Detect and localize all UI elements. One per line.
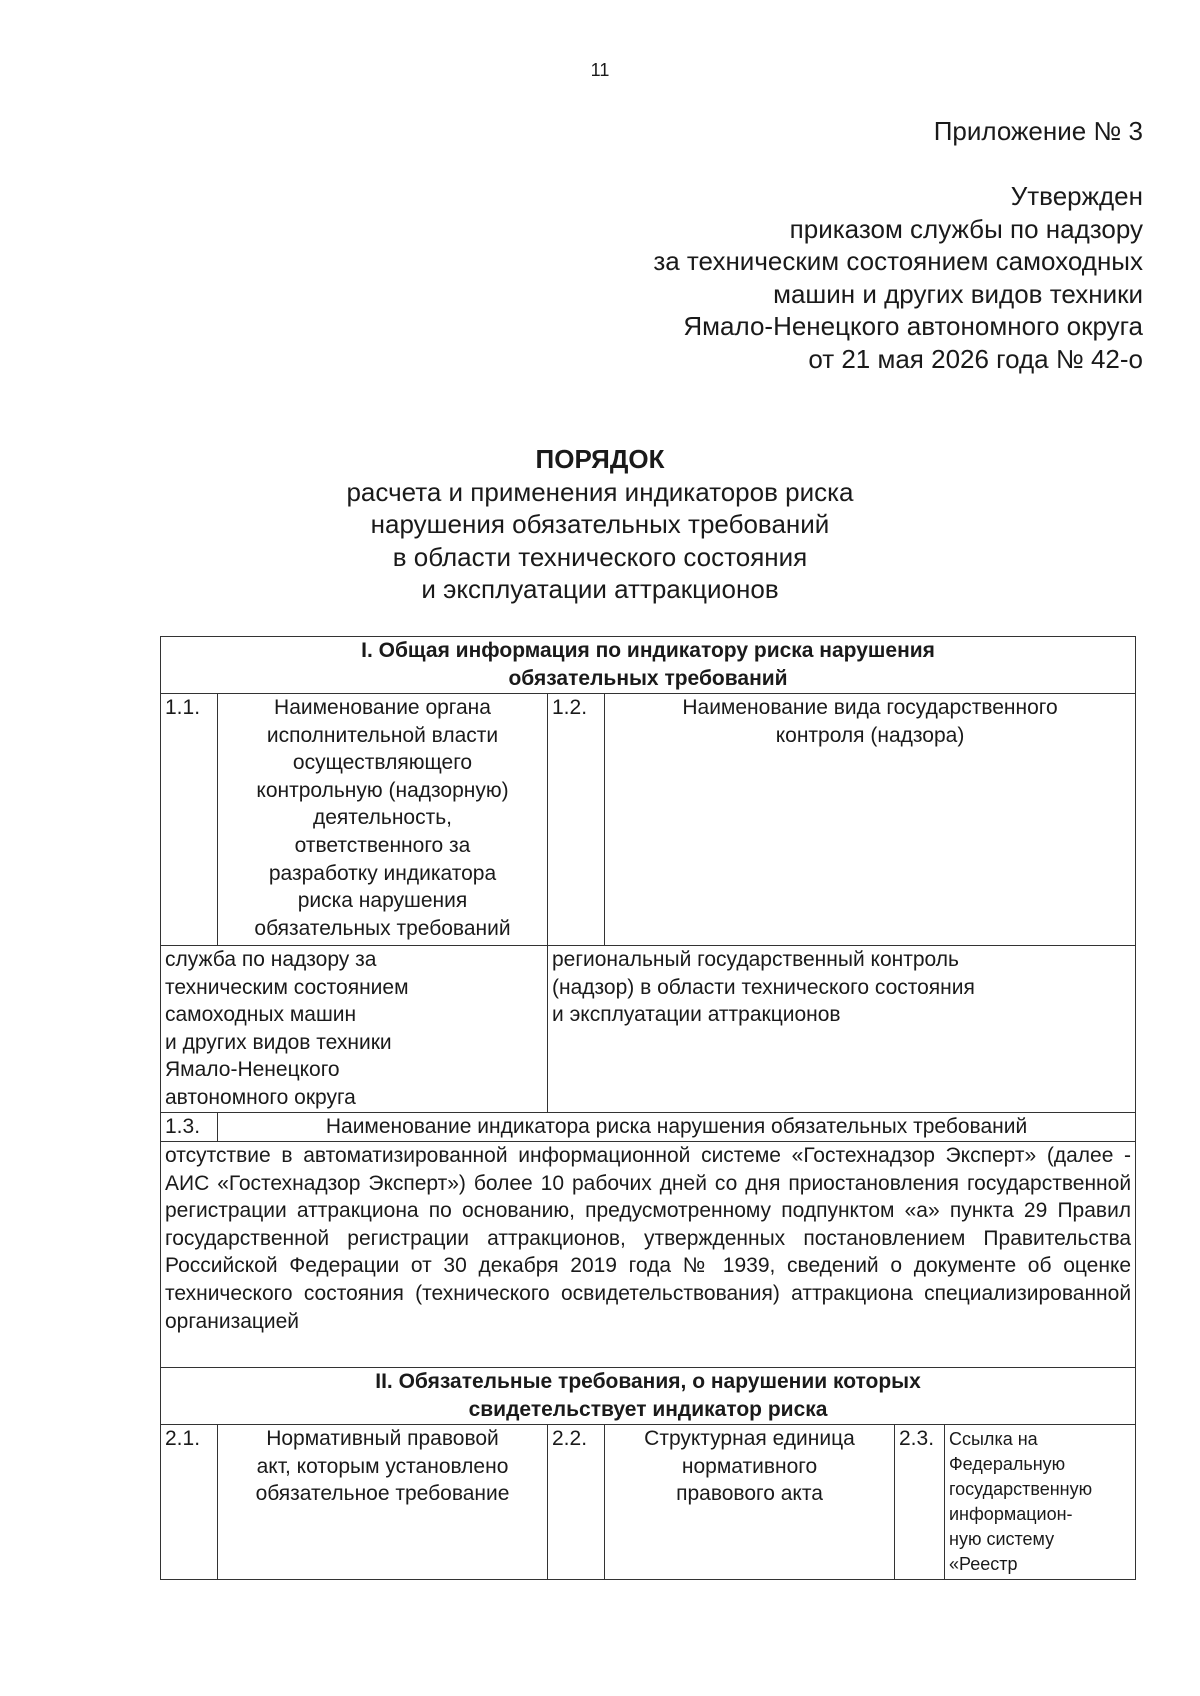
structural-unit-header: Структурная единица нормативного правового акта bbox=[605, 1425, 895, 1580]
legal-act-header: Нормативный правовой акт, которым установлено обязательное требование bbox=[218, 1425, 548, 1580]
table-row bbox=[161, 694, 1136, 946]
approval-block bbox=[653, 180, 1143, 375]
indicator-name-value: отсутствие в автоматизированной информационной системе «Гостехнадзор Эксперт» (далее - АИС «Гостехнадзор Эксперт») более 10 рабочих дней со дня приостановления государственной регистрации аттракциона по основанию, предусмотренному подпунктом «а» пункта 29 Правил государственной регистрации аттракционов, утвержденных постановлением Правительства Российской Федерации от 30 декабря 2019 года № 1939, сведений о документе об оценке технического состояния (технического освидетельствования) аттракциона специализированной организацией bbox=[161, 1142, 1136, 1368]
authority-name-value: служба по надзору за техническим состоянием самоходных машин и других видов техники Ямало-Ненецкого автономного округа bbox=[161, 946, 548, 1113]
section-1-header-row bbox=[161, 637, 1136, 694]
indicator-name-header: Наименование индикатора риска нарушения обязательных требований bbox=[218, 1113, 1136, 1142]
document-title-block bbox=[0, 443, 1200, 606]
item-number: 2.2. bbox=[548, 1425, 605, 1580]
item-number: 1.1. bbox=[161, 694, 218, 946]
title-line: и эксплуатации аттракционов bbox=[421, 574, 779, 604]
page-number: 11 bbox=[590, 60, 610, 80]
table-row bbox=[161, 1142, 1136, 1368]
item-number: 1.2. bbox=[548, 694, 605, 946]
title-line: расчета и применения индикаторов риска bbox=[346, 476, 854, 507]
indicator-table bbox=[160, 636, 1136, 1580]
control-type-value: региональный государственный контроль (надзор) в области технического состояния и эксплуатации аттракционов bbox=[548, 946, 1136, 1113]
appendix-label: Приложение № 3 bbox=[933, 116, 1143, 146]
section-2-heading: II. Обязательные требования, о нарушении которых свидетельствует индикатор риска bbox=[161, 1368, 1136, 1425]
authority-name-header: Наименование органа исполнительной власти осуществляющего контрольную (надзорную) деятельность, ответственного за разработку индикатора риска нарушения обязательных требований bbox=[218, 694, 548, 946]
table-row bbox=[161, 1425, 1136, 1580]
register-link-header: Ссылка на Федеральную государственную информацион- ную систему «Реестр bbox=[945, 1425, 1136, 1580]
item-number: 2.3. bbox=[895, 1425, 945, 1580]
approval-line: приказом службы по надзору bbox=[789, 213, 1143, 244]
approval-line: Ямало-Ненецкого автономного округа bbox=[683, 311, 1143, 341]
title-line: нарушения обязательных требований bbox=[370, 509, 830, 539]
title-line: в области технического состояния bbox=[392, 541, 808, 572]
item-number: 1.3. bbox=[161, 1113, 218, 1142]
approval-line: Утвержден bbox=[1010, 181, 1143, 211]
approval-line: от 21 мая 2026 года № 42-о bbox=[808, 343, 1143, 374]
document-title: ПОРЯДОК bbox=[535, 444, 665, 474]
approval-line: машин и других видов техники bbox=[773, 278, 1143, 309]
item-number: 2.1. bbox=[161, 1425, 218, 1580]
approval-line: за техническим состоянием самоходных bbox=[653, 246, 1143, 276]
table-row bbox=[161, 946, 1136, 1113]
section-1-heading: I. Общая информация по индикатору риска нарушения обязательных требований bbox=[161, 637, 1136, 694]
table-row bbox=[161, 1113, 1136, 1142]
section-2-header-row bbox=[161, 1368, 1136, 1425]
control-type-header: Наименование вида государственного контроля (надзора) bbox=[605, 694, 1136, 946]
